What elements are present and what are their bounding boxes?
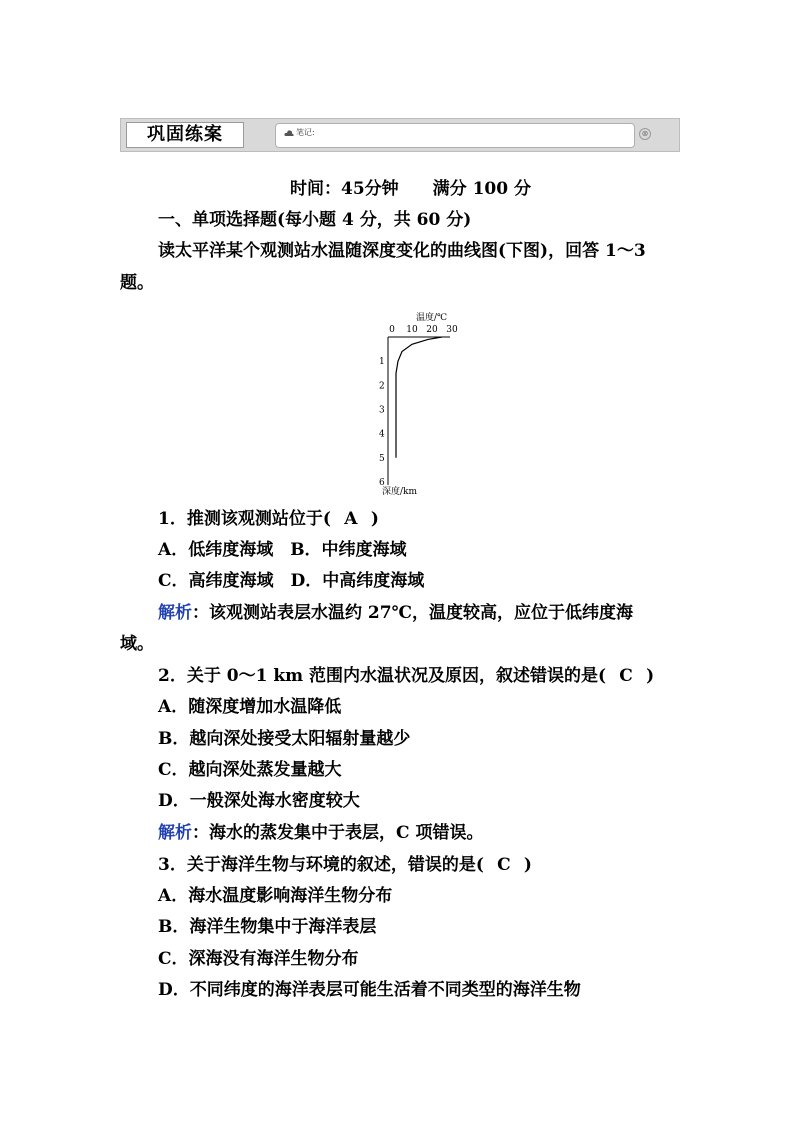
y-tick-label: 2	[379, 381, 385, 392]
question-3-answer: C	[497, 855, 511, 875]
time-info: 时间：45分钟 满分 100 分	[290, 179, 531, 199]
y-tick-label: 5	[379, 453, 385, 464]
temperature-curve	[396, 337, 442, 458]
y-tick-label: 3	[379, 405, 385, 416]
question-2-option-c: C．越向深处蒸发量越大	[158, 760, 342, 780]
question-3-option-c: C．深海没有海洋生物分布	[158, 949, 359, 969]
x-tick-label: 30	[446, 325, 458, 335]
question-2-answer: C	[619, 666, 633, 686]
intro-line-1: 读太平洋某个观测站水温随深度变化的曲线图(下图)，回答 1～3	[158, 241, 646, 261]
analysis-text: ：海水的蒸发集中于表层，C 项错误。	[192, 823, 484, 843]
question-2-option-d: D．一般深处海水密度较大	[158, 791, 360, 811]
question-1-answer: A	[344, 509, 358, 529]
y-tick-label: 1	[379, 357, 385, 368]
question-3-option-b: B．海洋生物集中于海洋表层	[158, 917, 377, 937]
analysis-label: 解析	[158, 603, 192, 623]
x-tick-label: 10	[406, 325, 418, 335]
intro-line-2: 题。	[120, 273, 154, 293]
question-1-options-row-1: A．低纬度海域 B．中纬度海域	[158, 540, 407, 560]
question-1-analysis-cont: 域。	[120, 634, 154, 654]
x-tick-label: 20	[426, 325, 438, 335]
question-2-close: )	[646, 666, 655, 686]
banner-title: 巩固练案	[126, 122, 244, 148]
y-tick-label: 6	[379, 478, 385, 488]
note-input[interactable]	[275, 123, 635, 148]
question-3-option-a: A．海水温度影响海洋生物分布	[158, 886, 393, 906]
x-tick-label: 0	[389, 325, 395, 335]
question-2-option-b: B．越向深处接受太阳辐射量越少	[158, 729, 411, 749]
section-title: 一、单项选择题(每小题 4 分，共 60 分)	[158, 210, 472, 230]
question-2-analysis	[158, 822, 483, 844]
analysis-text: ：该观测站表层水温约 27℃，温度较高，应位于低纬度海	[192, 603, 633, 623]
question-3-option-d: D．不同纬度的海洋表层可能生活着不同类型的海洋生物	[158, 980, 581, 1000]
question-3-close: )	[523, 855, 532, 875]
y-tick-label: 4	[379, 429, 385, 440]
question-1-analysis	[158, 602, 633, 624]
close-icon[interactable]: ⊗	[639, 128, 651, 140]
question-2-stem	[158, 665, 654, 687]
question-2-option-a: A．随深度增加水温降低	[158, 697, 342, 717]
question-3-text: 3．关于海洋生物与环境的叙述，错误的是(	[158, 855, 484, 875]
question-1-close: )	[370, 509, 379, 529]
question-3-stem	[158, 854, 532, 876]
x-axis-title: 温度/℃	[416, 313, 448, 323]
question-1-stem	[158, 508, 379, 530]
temperature-depth-chart	[362, 310, 462, 500]
note-label: 笔记:	[296, 128, 315, 137]
cloud-icon	[284, 129, 294, 137]
question-2-text: 2．关于 0～1 km 范围内水温状况及原因，叙述错误的是(	[158, 666, 607, 686]
question-1-options-row-2: C．高纬度海域 D．中高纬度海域	[158, 571, 425, 591]
question-1-text: 1．推测该观测站位于(	[158, 509, 331, 529]
analysis-label: 解析	[158, 823, 192, 843]
header-banner	[120, 118, 680, 152]
y-axis-title: 深度/km	[382, 487, 418, 497]
